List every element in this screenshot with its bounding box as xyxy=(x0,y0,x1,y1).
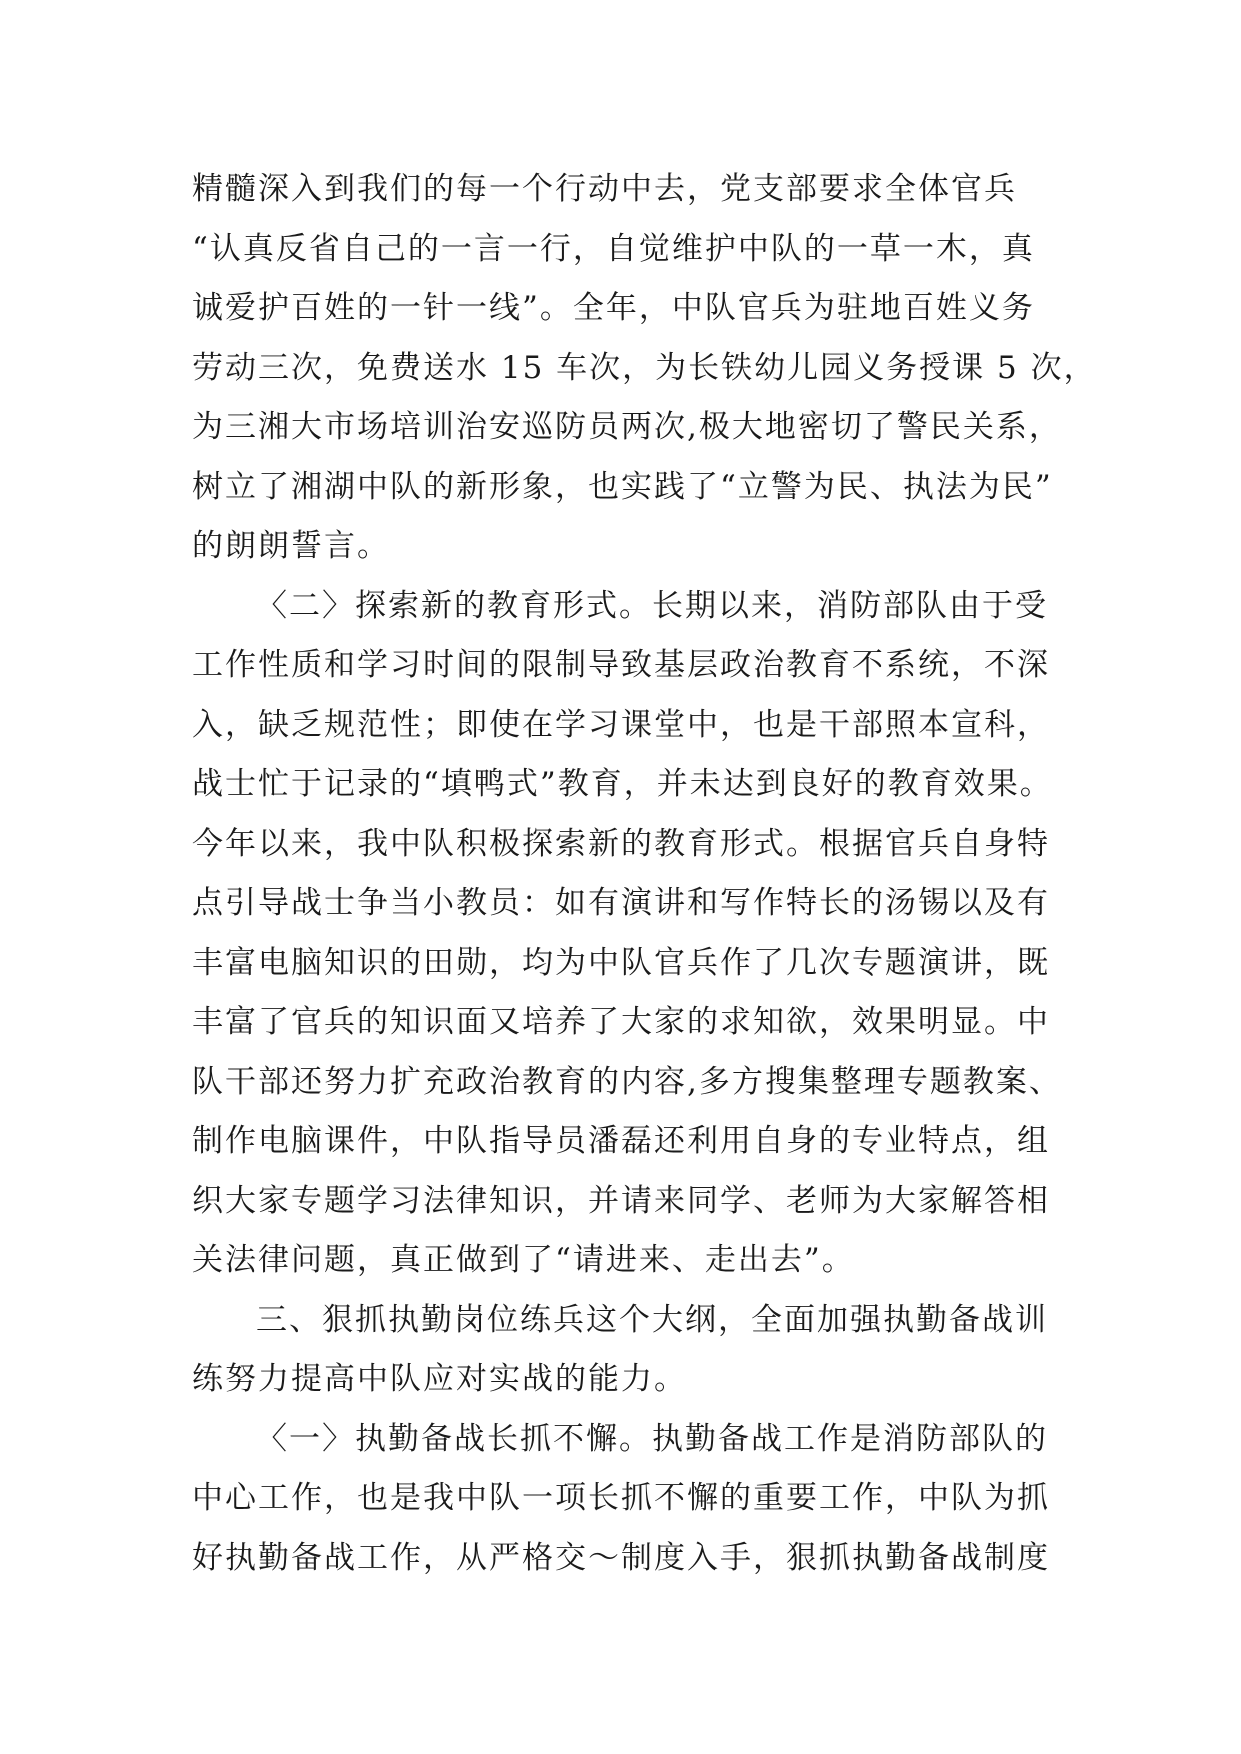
text-line: 精髓深入到我们的每一个行动中去，党支部要求全体官兵 xyxy=(192,171,1017,207)
text-line: 队干部还努力扩充政治教育的内容,多方搜集整理专题教案、 xyxy=(192,1063,1062,1100)
text-line: “认真反省自己的一言一行，自觉维护中队的一草一木，真 xyxy=(192,230,1035,267)
text-line: 点引导战士争当小教员：如有演讲和写作特长的汤锡以及有 xyxy=(192,885,1050,921)
text-line: 树立了湘湖中队的新形象，也实践了“立警为民、执法为民” xyxy=(192,468,1053,505)
section-heading-line: 三、狠抓执勤岗位练兵这个大纲，全面加强执勤备战训 xyxy=(256,1301,1048,1338)
text-line: 好执勤备战工作，从严格交～制度入手，狠抓执勤备战制度 xyxy=(192,1539,1050,1576)
text-line: 劳动三次，免费送水 15 车次，为长铁幼儿园义务授课 5 次， xyxy=(192,349,1097,386)
paragraph-start-line: 〈一〉执勤备战长抓不懈。执勤备战工作是消防部队的 xyxy=(256,1420,1048,1457)
text-line: 丰富了官兵的知识面又培养了大家的求知欲，效果明显。中 xyxy=(192,1004,1050,1040)
text-line: 织大家专题学习法律知识，并请来同学、老师为大家解答相 xyxy=(192,1182,1050,1219)
text-line: 的朗朗誓言。 xyxy=(192,528,390,564)
text-line: 今年以来，我中队积极探索新的教育形式。根据官兵自身特 xyxy=(192,825,1050,862)
text-line: 战士忙于记录的“填鸭式”教育，并未达到良好的教育效果。 xyxy=(192,766,1053,802)
text-line: 丰富电脑知识的田勋，均为中队官兵作了几次专题演讲，既 xyxy=(192,944,1050,981)
text-line: 关法律问题，真正做到了“请进来、走出去”。 xyxy=(192,1242,855,1278)
text-line: 为三湘大市场培训治安巡防员两次,极大地密切了警民关系， xyxy=(192,409,1062,445)
document-body xyxy=(192,160,1097,1588)
text-line: 入，缺乏规范性；即使在学习课堂中，也是干部照本宣科， xyxy=(192,706,1050,743)
text-line: 中心工作，也是我中队一项长抓不懈的重要工作，中队为抓 xyxy=(192,1480,1050,1516)
text-line: 制作电脑课件，中队指导员潘磊还利用自身的专业特点，组 xyxy=(192,1123,1050,1159)
paragraph-start-line: 〈二〉探索新的教育形式。长期以来，消防部队由于受 xyxy=(256,587,1048,624)
text-line: 诚爱护百姓的一针一线”。全年，中队官兵为驻地百姓义务 xyxy=(192,290,1035,326)
text-line: 工作性质和学习时间的限制导致基层政治教育不系统，不深 xyxy=(192,647,1050,683)
text-line: 练努力提高中队应对实战的能力。 xyxy=(192,1361,687,1397)
